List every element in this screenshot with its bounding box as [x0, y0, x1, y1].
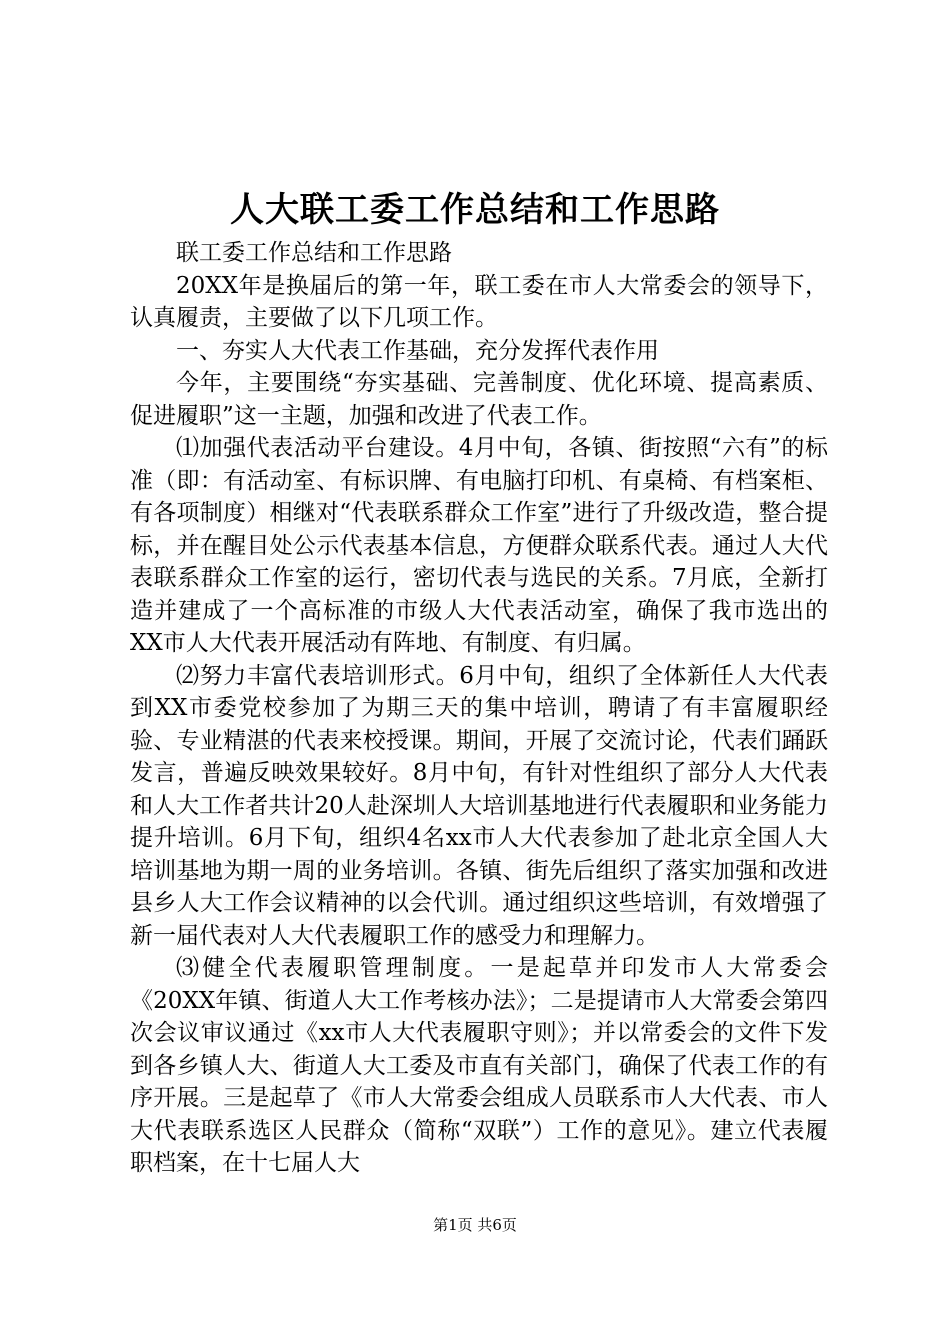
document-body — [130, 237, 828, 1180]
paragraph-intro: 20XX年是换届后的第一年，联工委在市人大常委会的领导下，认真履责，主要做了以下几项工作。 — [130, 272, 828, 331]
document-title: 人大联工委工作总结和工作思路 — [230, 190, 720, 230]
paragraph-subtitle: 联工委工作总结和工作思路 — [176, 240, 452, 266]
page-footer: 第1页 共6页 — [433, 1216, 517, 1234]
paragraph-item-2: ⑵努力丰富代表培训形式。6月中旬，组织了全体新任人大代表到XX市委党校参加了为期三天的集中培训，聘请了有丰富履职经验、专业精湛的代表来校授课。期间，开展了交流讨论，代表们踊跃发言，普遍反映效果较好。8月中旬，有针对性组织了部分人大代表和人大工作者共计20人赴深圳人大培训基地进行代表履职和业务能力提升培训。6月下旬，组织4名xx市人大代表参加了赴北京全国人大培训基地为期一周的业务培训。各镇、街先后组织了落实加强和改进县乡人大工作会议精神的以会代训。通过组织这些培训，有效增强了新一届代表对人大代表履职工作的感受力和理解力。 — [130, 662, 828, 949]
paragraph-item-3: ⑶健全代表履职管理制度。一是起草并印发市人大常委会《20XX年镇、街道人大工作考核办法》；二是提请市人大常委会第四次会议审议通过《xx市人大代表履职守则》；并以常委会的文件下发到各乡镇人大、街道人大工委及市直有关部门，确保了代表工作的有序开展。三是起草了《市人大常委会组成人员联系市人大代表、市人大代表联系选区人民群众（简称“双联”）工作的意见》。建立代表履职档案，在十七届人大 — [130, 955, 828, 1176]
paragraph-item-1: ⑴加强代表活动平台建设。4月中旬，各镇、街按照“六有”的标准（即：有活动室、有标识牌、有电脑打印机、有桌椅、有档案柜、有各项制度）相继对“代表联系群众工作室”进行了升级改造，整合提标，并在醒目处公示代表基本信息，方便群众联系代表。通过人大代表联系群众工作室的运行，密切代表与选民的关系。7月底，全新打造并建成了一个高标准的市级人大代表活动室，确保了我市选出的XX市人大代表开展活动有阵地、有制度、有归属。 — [130, 435, 828, 656]
paragraph-section-heading: 一、夯实人大代表工作基础，充分发挥代表作用 — [176, 337, 659, 364]
paragraph-theme: 今年，主要围绕“夯实基础、完善制度、优化环境、提高素质、促进履职”这一主题，加强和改进了代表工作。 — [130, 370, 828, 429]
